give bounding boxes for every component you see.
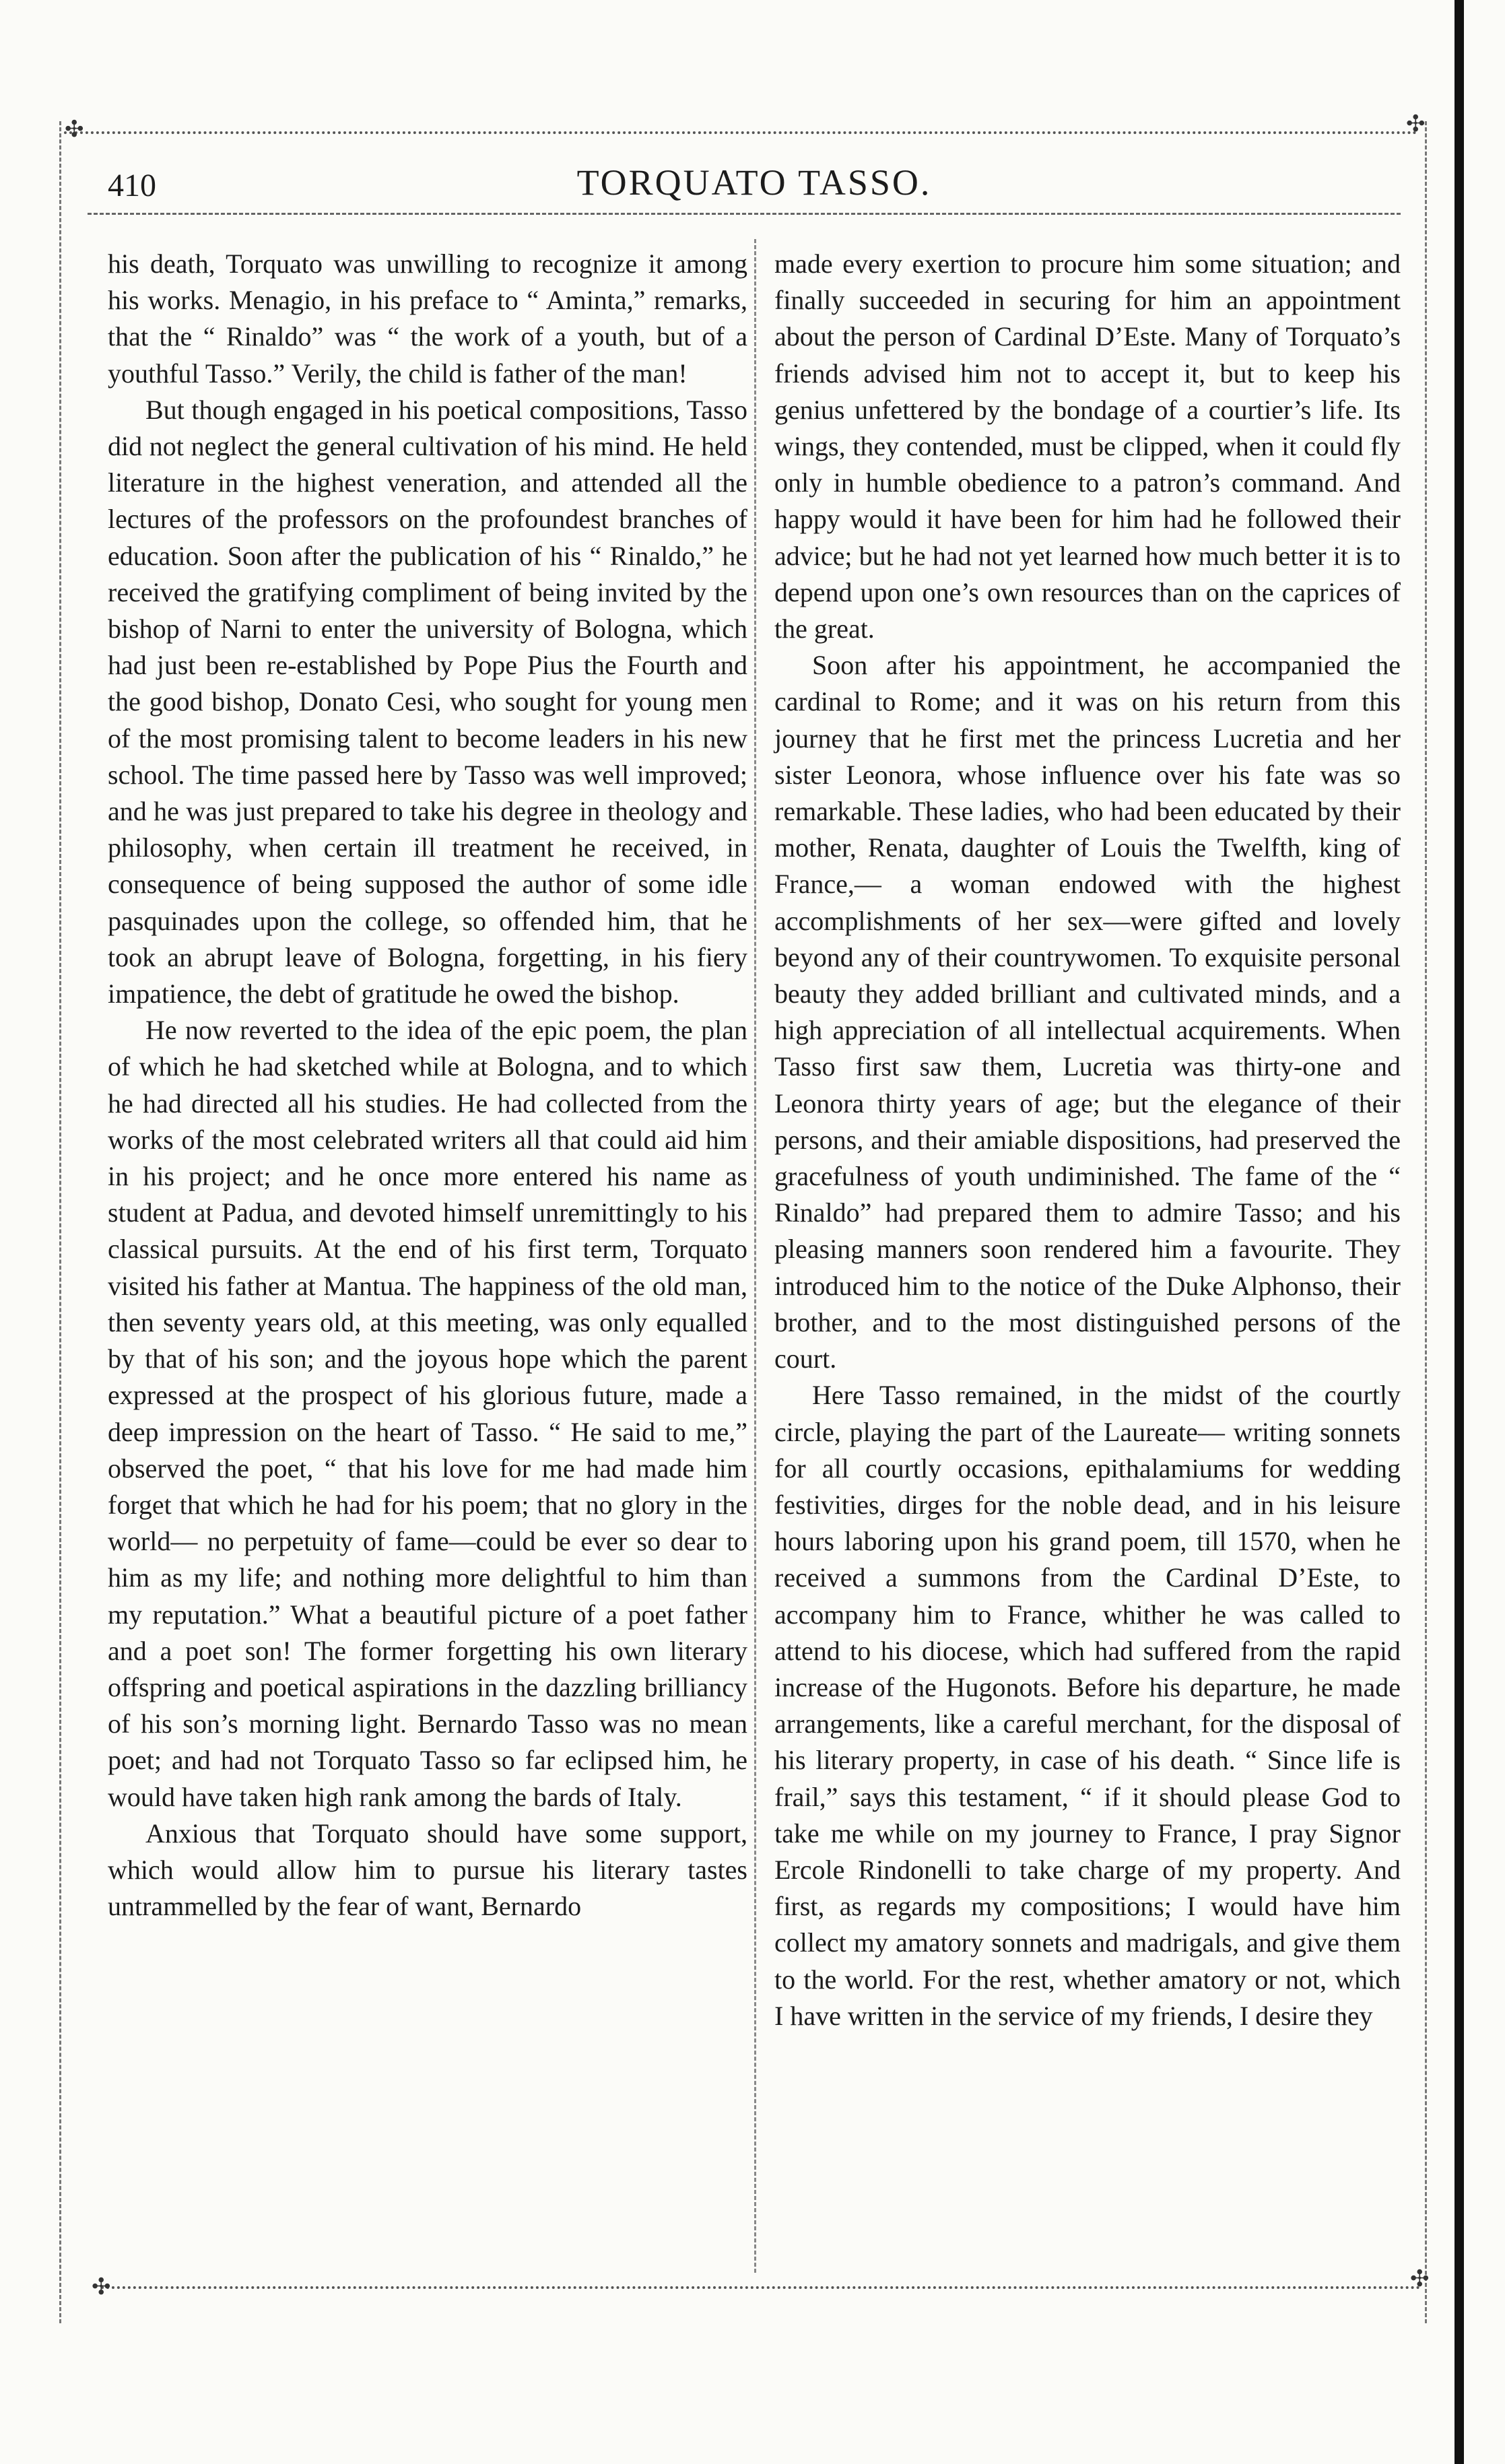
paragraph: Anxious that Torquato should have some support, which would allow him to pursue his literary tastes untrammelled by the fear of want, Bernardo xyxy=(108,1818,747,1922)
bottom-left-ornament: ✣ xyxy=(92,2275,111,2300)
top-ornamental-rule xyxy=(64,131,1417,134)
page-header xyxy=(108,162,1401,209)
paragraph: his death, Torquato was unwilling to recognize it among his works. Menagio, in his preface to “ Aminta,” remarks, that the “ Rinaldo” was “ the work of a youth, but of a youthful Tasso.” Verily, the child is father of the man! xyxy=(108,248,747,389)
paragraph: Soon after his appointment, he accompanied the cardinal to Rome; and it was on his return from this journey that he first met the princess Lucretia and her sister Leonora, whose influence over his fate was so remarkable. These ladies, who had been educated by their mother, Renata, daughter of Louis the Twelfth, king of France,— a woman endowed with the highest accomplishments of her sex—were gifted and lovely beyond any of their countrywomen. To exquisite personal beauty they added brilliant and cultivated minds, and a high appreciation of all intellectual acquirements. When Tasso first saw them, Lucretia was thirty-one and Leonora thirty years of age; but the elegance of their persons, and their amiable dispositions, had preserved the gracefulness of youth undiminished. The fame of the “ Rinaldo” had prepared them to admire Tasso; and his pleasing manners soon rendered him a favourite. They introduced him to the notice of the Duke Alphonso, their brother, and to the most distinguished persons of the court. xyxy=(774,650,1401,1374)
book-binding-edge xyxy=(1454,0,1464,2464)
column-divider xyxy=(754,239,756,2273)
top-right-ornament: ✣ xyxy=(1406,112,1426,137)
paragraph: Here Tasso remained, in the midst of the courtly circle, playing the part of the Laureate— writing sonnets for all courtly occasions, epithalamiums for wedding festivities, dirges for the noble dead, and in his leisure hours laboring upon his grand poem, till 1570, when he received a summons from the Cardinal D’Este, to accompany him to France, whither he was called to attend to his diocese, which had suffered from the rapid increase of the Hugonots. Before his departure, he made arrangements, like a careful merchant, for the disposal of his literary property, in case of his death. “ Since life is frail,” says this testament, “ if it should please God to take me while on my journey to France, I pray Signor Ercole Rindonelli to take charge of my property. And first, as regards my compositions; I would have him collect my amatory sonnets and madrigals, and give them to the world. For the rest, whether amatory or not, which I have written in the service of my friends, I desire they xyxy=(774,1380,1401,2031)
running-title: TORQUATO TASSO. xyxy=(576,162,932,203)
paragraph: made every exertion to procure him some situation; and finally succeeded in securing for him an appointment about the person of Cardinal D’Este. Many of Torquato’s friends advised him not to accept it, but to keep his genius unfettered by the bondage of a courtier’s life. Its wings, they contended, must be clipped, when it could fly only in humble obedience to a patron’s command. And happy would it have been for him had he followed their advice; but he had not yet learned how much better it is to depend upon one’s own resources than on the caprices of the great. xyxy=(774,248,1401,644)
right-column xyxy=(774,246,1401,2034)
header-rule xyxy=(88,213,1401,215)
bottom-ornamental-rule xyxy=(101,2286,1421,2289)
paragraph: But though engaged in his poetical compositions, Tasso did not neglect the general cultivation of his mind. He held literature in the highest veneration, and attended all the lectures of the professors on the profoundest branches of education. Soon after the publication of his “ Rinaldo,” he received the gratifying compliment of being invited by the bishop of Narni to enter the university of Bologna, which had just been re-established by Pope Pius the Fourth and the good bishop, Donato Cesi, who sought for young men of the most promising talent to become leaders in his new school. The time passed here by Tasso was well improved; and he was just prepared to take his degree in theology and philosophy, when certain ill treatment he received, in consequence of being supposed the author of some idle pasquinades upon the college, so offended him, that he took an abrupt leave of Bologna, forgetting, in his fiery impatience, the debt of gratitude he owed the bishop. xyxy=(108,394,747,1009)
bottom-right-ornament: ✣ xyxy=(1410,2267,1430,2292)
page-number: 410 xyxy=(108,168,156,203)
top-left-ornament: ✣ xyxy=(65,117,84,142)
paragraph: He now reverted to the idea of the epic poem, the plan of which he had sketched while at Bologna, and to which he had directed all his studies. He had collected from the works of the most celebrated writers all that could aid him in his project; and he once more entered his name as student at Padua, and devoted himself unremittingly to his classical pursuits. At the end of his first term, Torquato visited his father at Mantua. The happiness of the old man, then seventy years old, at this meeting, was only equalled by that of his son; and the joyous hope which the parent expressed at the prospect of his glorious future, made a deep impression on the heart of Tasso. “ He said to me,” observed the poet, “ that his love for me had made him forget that which he had for his poem; that no glory in the world— no perpetuity of fame—could be ever so dear to him as my life; and nothing more delightful to him than my reputation.” What a beautiful picture of a poet father and a poet son! The former forgetting his own literary offspring and poetical aspirations in the dazzling brilliancy of his son’s morning light. Bernardo Tasso was no mean poet; and had not Torquato Tasso so far eclipsed him, he would have taken high rank among the bards of Italy. xyxy=(108,1015,747,1812)
left-column xyxy=(108,246,747,1925)
